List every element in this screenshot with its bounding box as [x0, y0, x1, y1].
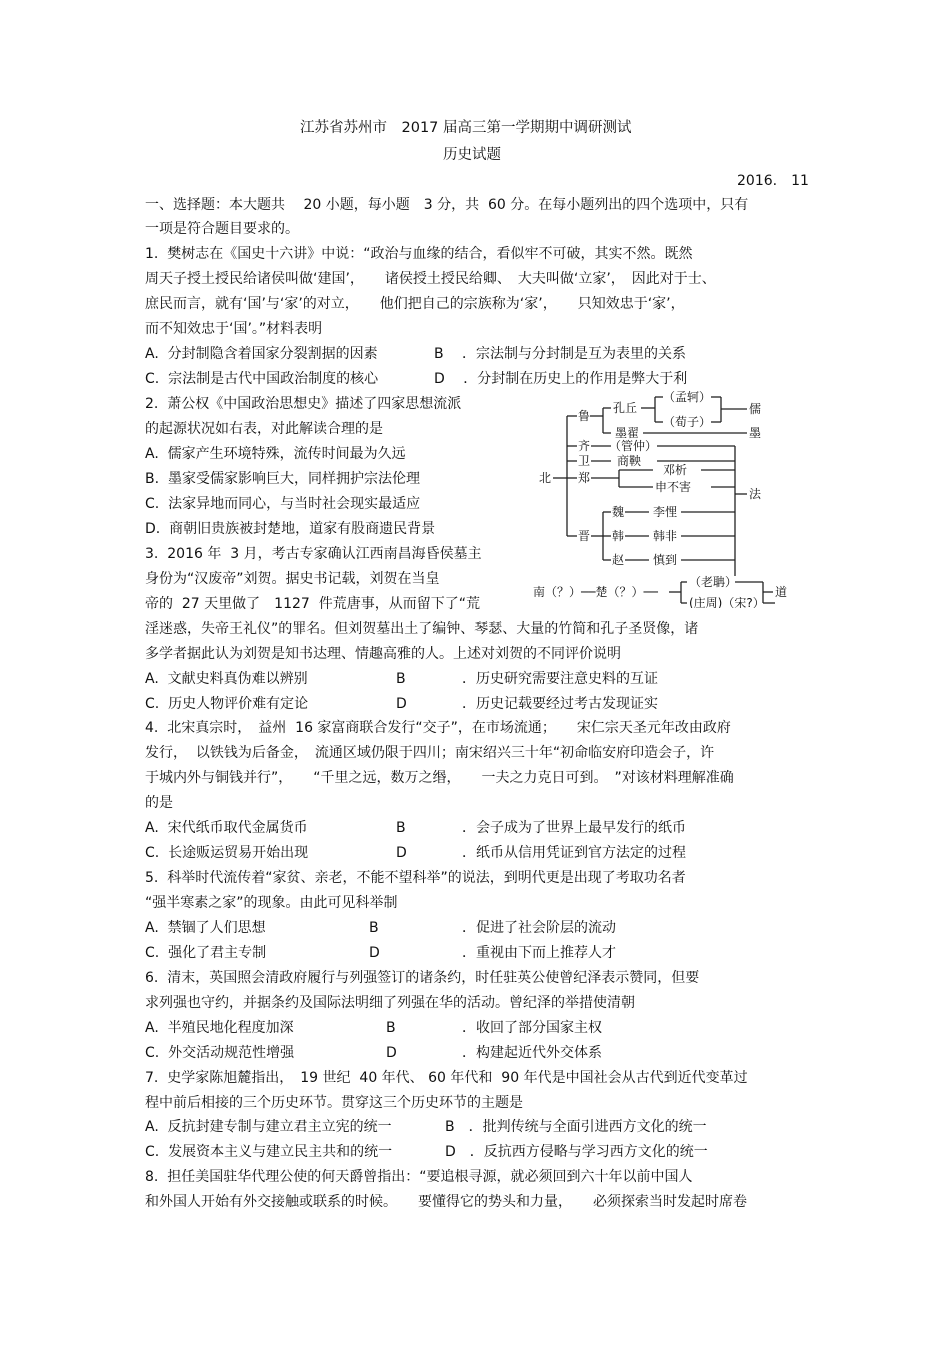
- diagram-south-chain: 南（？）──楚（？）──: [533, 585, 658, 599]
- q7-stem-line-2: 程中前后相接的三个历史环节。贯穿这三个历史环节的主题是: [145, 1095, 523, 1111]
- q1-option-a: A. 分封制隐含着国家分裂割据的因素: [145, 346, 378, 362]
- q1-stem-line-2: 周天子授土授民给诸侯叫做‘建国’， 诸侯授土授民给卿、 大夫叫做‘立家’， 因此对于士、: [145, 271, 716, 287]
- q3-option-c: C. 历史人物评价难有定论: [145, 696, 309, 712]
- q2-stem-line-1: 2. 萧公权《中国政治思想史》描述了四家思想流派: [145, 396, 462, 412]
- q5-stem-line-1: 5. 科举时代流传着“家贫、亲老，不能不望科举”的说法，到明代更是出现了考取功名者: [145, 870, 686, 886]
- q2-option-b: B. 墨家受儒家影响巨大，同样拥护宗法伦理: [145, 471, 420, 487]
- diagram-modi: 墨翟: [615, 426, 640, 440]
- q1-option-b: B ．宗法制与分封制是互为表里的关系: [434, 346, 687, 362]
- q4-option-b: ．会子成为了世界上最早发行的纸币: [462, 820, 686, 836]
- q3-stem-line-3: 帝的 27 天里做了 1127 件荒唐事，从而留下了“荒: [145, 596, 480, 612]
- diagram-north: 北: [539, 471, 552, 485]
- diagram-shenbuhai: 申不害: [655, 480, 692, 494]
- diagram-mo: 墨: [749, 426, 762, 440]
- q4-option-d-letter: D: [396, 845, 407, 861]
- q5-stem-line-2: “强半寒素之家”的现象。由此可见科举制: [145, 895, 398, 911]
- diagram-shendao: 慎到: [653, 553, 678, 567]
- q6-option-a: A. 半殖民地化程度加深: [145, 1020, 294, 1036]
- diagram-han: 韩: [612, 529, 625, 543]
- diagram-fa: 法: [749, 487, 762, 501]
- q3-option-d-letter: D: [396, 696, 407, 712]
- q3-stem-line-5: 多学者据此认为刘贺是知书达理、情趣高雅的人。上述对刘贺的不同评价说明: [145, 646, 621, 662]
- q5-option-d: ．重视由下而上推荐人才: [462, 945, 616, 961]
- q7-option-d: D ．反抗西方侵略与学习西方文化的统一: [445, 1144, 708, 1160]
- q7-option-c: C. 发展资本主义与建立民主共和的统一: [145, 1144, 393, 1160]
- section-instruction-line-2: 一项是符合题目要求的。: [145, 221, 299, 237]
- q5-option-b: ．促进了社会阶层的流动: [462, 920, 616, 936]
- diagram-hanfei: 韩非: [653, 529, 678, 543]
- q3-option-b-letter: B: [396, 671, 406, 687]
- diagram-wei2: 魏: [612, 505, 625, 519]
- exam-subtitle: 历史试题: [443, 147, 501, 163]
- q4-option-d: ．纸币从信用凭证到官方法定的过程: [462, 845, 686, 861]
- q6-option-b: ．收回了部分国家主权: [462, 1020, 602, 1036]
- q6-option-d: ．构建起近代外交体系: [462, 1045, 602, 1061]
- q5-option-a: A. 禁锢了人们思想: [145, 920, 266, 936]
- q4-option-c: C. 长途贩运贸易开始出现: [145, 845, 309, 861]
- q3-option-a: A. 文献史料真伪难以辨别: [145, 671, 308, 687]
- q8-stem-line-2: 和外国人开始有外交接触或联系的时候。 要懂得它的势头和力量， 必须探索当时发起时席卷: [145, 1194, 747, 1210]
- q6-option-c: C. 外交活动规范性增强: [145, 1045, 295, 1061]
- q5-option-d-letter: D: [369, 945, 380, 961]
- diagram-zheng: 郑: [578, 471, 591, 485]
- diagram-lu: 鲁: [578, 409, 591, 423]
- diagram-shangyang: 商鞅: [617, 454, 642, 468]
- diagram-mengke: （孟轲）: [663, 390, 712, 404]
- q4-option-b-letter: B: [396, 820, 406, 836]
- q7-option-b: B ．批判传统与全面引进西方文化的统一: [445, 1119, 707, 1135]
- diagram-qi: 齐: [578, 439, 591, 453]
- q7-stem-line-1: 7. 史学家陈旭麓指出， 19 世纪 40 年代、 60 年代和 90 年代是中国社会从古代到近代变革过: [145, 1070, 748, 1086]
- q4-stem-line-3: 于城内外与铜钱并行”， “千里之远，数万之缗， 一夫之力克日可到。 ”对该材料理解准确: [145, 770, 734, 786]
- schools-origin-diagram: [525, 388, 795, 608]
- q4-stem-line-2: 发行， 以铁钱为后备金， 流通区域仍限于四川；南宋绍兴三十年“初命临安府印造会子，许: [145, 745, 715, 761]
- q6-stem-line-2: 求列强也守约，并据条约及国际法明细了列强在华的活动。曾纪泽的举措使清朝: [145, 995, 635, 1011]
- q6-option-d-letter: D: [386, 1045, 397, 1061]
- q5-option-c: C. 强化了君主专制: [145, 945, 267, 961]
- q2-option-d: D. 商朝旧贵族被封楚地，道家有股商遗民背景: [145, 521, 436, 537]
- diagram-wei: 卫: [578, 454, 591, 468]
- q2-stem-line-2: 的起源状况如右表，对此解读合理的是: [145, 421, 383, 437]
- diagram-dengxi: 邓析: [663, 463, 688, 477]
- q4-stem-line-1: 4. 北宋真宗时， 益州 16 家富商联合发行“交子”，在市场流通； 宋仁宗天圣元年改由政府: [145, 720, 731, 736]
- q6-stem-line-1: 6. 清末，英国照会清政府履行与列强签订的诸条约，时任驻英公使曾纪泽表示赞同，但要: [145, 970, 700, 986]
- q6-option-b-letter: B: [386, 1020, 396, 1036]
- q5-option-b-letter: B: [369, 920, 379, 936]
- q2-option-c: C. 法家异地而同心，与当时社会现实最适应: [145, 496, 421, 512]
- q3-stem-line-1: 3. 2016 年 3 月，考古专家确认江西南昌海昏侯墓主: [145, 546, 482, 562]
- q7-option-a: A. 反抗封建专制与建立君主立宪的统一: [145, 1119, 392, 1135]
- diagram-ru: 儒: [749, 402, 762, 416]
- q8-stem-line-1: 8. 担任美国驻华代理公使的何天爵曾指出：“要追根寻源，就必须回到六十年以前中国人: [145, 1169, 693, 1185]
- diagram-likui: 李悝: [653, 505, 678, 519]
- diagram-dao: 道: [775, 585, 788, 599]
- q4-option-a: A. 宋代纸币取代金属货币: [145, 820, 308, 836]
- q3-option-b: ．历史研究需要注意史料的互证: [462, 671, 658, 687]
- q4-stem-line-4: 的是: [145, 795, 173, 811]
- diagram-laodan: （老聃）: [689, 575, 738, 589]
- q1-stem-line-4: 而不知效忠于‘国’。”材料表明: [145, 321, 323, 337]
- diagram-guanzhong: （管仲）: [609, 439, 658, 453]
- q1-stem-line-3: 庶民而言，就有‘国’与‘家’的对立， 他们把自己的宗族称为‘家’， 只知效忠于‘家’，: [145, 296, 685, 312]
- q3-option-d: ．历史记载要经过考古发现证实: [462, 696, 658, 712]
- q3-stem-line-2: 身份为“汉废帝”刘贺。据史书记载，刘贺在当皇: [145, 571, 440, 587]
- q1-option-d: D ．分封制在历史上的作用是弊大于利: [434, 371, 688, 387]
- q1-option-c: C. 宗法制是古代中国政治制度的核心: [145, 371, 379, 387]
- q2-option-a: A. 儒家产生环境特殊，流传时间最为久远: [145, 446, 406, 462]
- q1-stem-line-1: 1. 樊树志在《国史十六讲》中说：“政治与血缘的结合，看似牢不可破，其实不然。既然: [145, 246, 693, 262]
- diagram-zhuangzhou: (庄周)（宋?）: [689, 596, 765, 608]
- diagram-jin: 晋: [578, 529, 591, 543]
- q3-stem-line-4: 淫迷惑，失帝王礼仪”的罪名。但刘贺墓出土了编钟、琴瑟、大量的竹简和孔子圣贤像，诸: [145, 621, 699, 637]
- diagram-kongqiu: 孔丘: [613, 401, 638, 415]
- diagram-xunzi: （荀子）: [663, 415, 712, 429]
- exam-title: 江苏省苏州市 2017 届高三第一学期期中调研测试: [300, 120, 632, 136]
- exam-date: 2016. 11: [737, 173, 809, 189]
- section-instruction-line-1: 一、选择题：本大题共 20 小题，每小题 3 分，共 60 分。在每小题列出的四个选项中，只有: [145, 197, 749, 213]
- diagram-zhao: 赵: [612, 553, 625, 567]
